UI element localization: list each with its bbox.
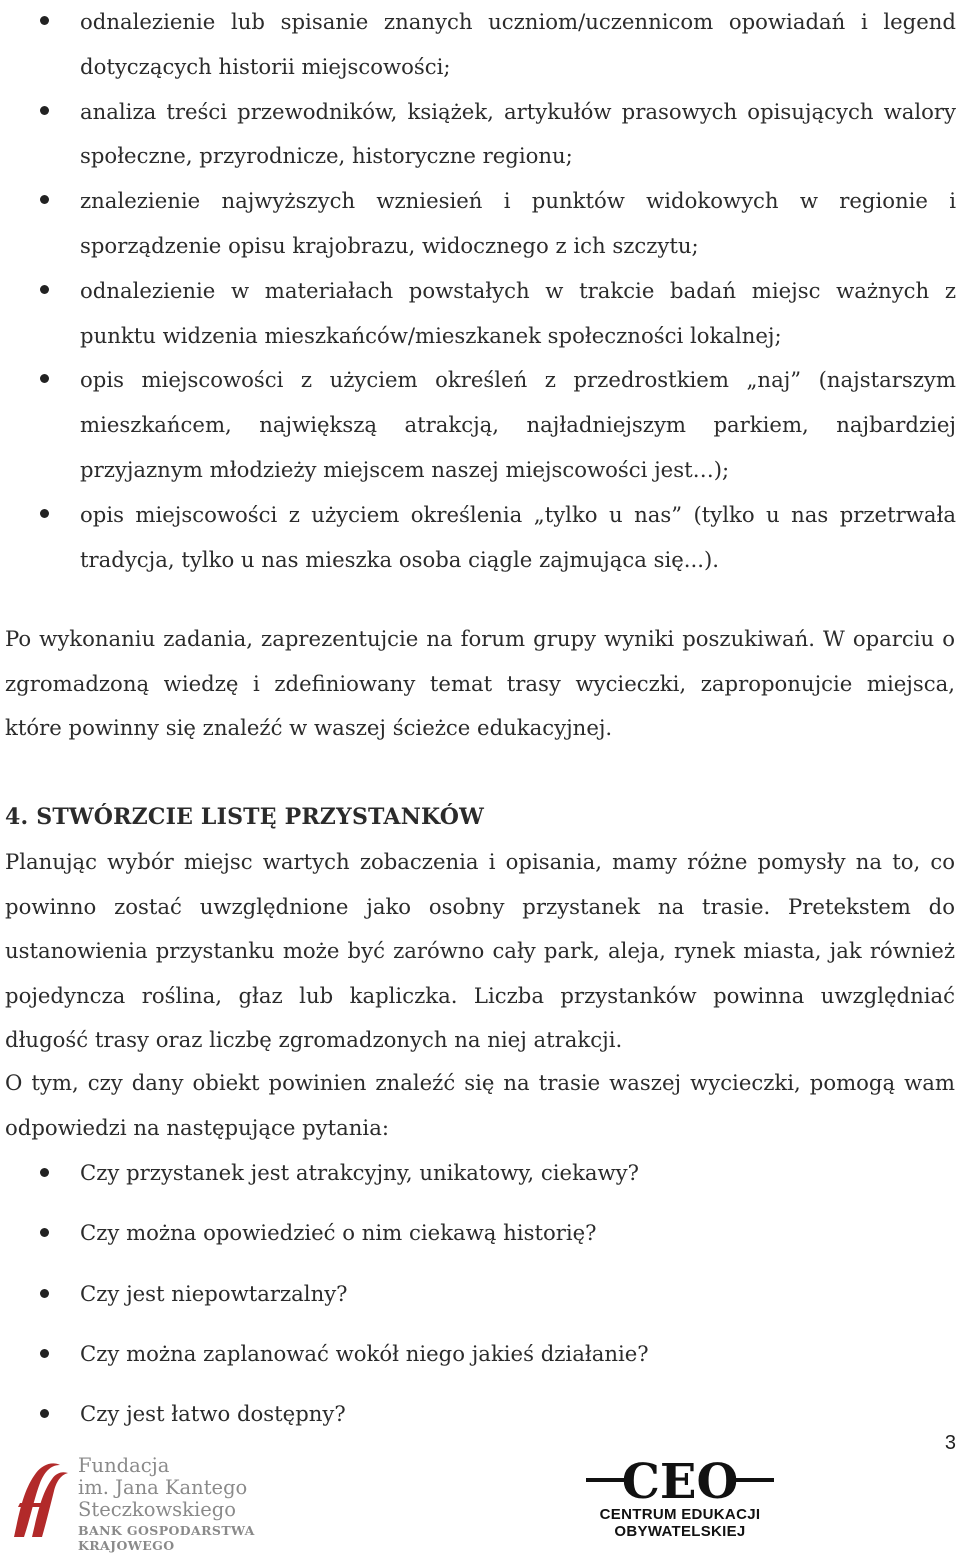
list-item: odnalezienie w materiałach powstałych w trakcie badań miejsc ważnych z punktu widzenia mieszkańców/mieszkanek społeczności lokalnej; <box>0 269 960 359</box>
ceo-logo <box>580 1454 780 1542</box>
page-number: 3 <box>944 1432 956 1454</box>
planning-paragraph: Planując wybór miejsc wartych zobaczenia i opisania, mamy różne pomysły na to, co powinno zostać uwzględnione jako osobny przystanek na trasie. Pretekstem do ustanowienia przystanku może być zarówno cały park, aleja, rynek miasta, jak również pojedyncza roślina, głaz lub kapliczka. Liczba przystanków powinna uwzględniać długość trasy oraz liczbę zgromadzonych na niej atrakcji. <box>5 849 955 1053</box>
list-item: Czy jest łatwo dostępny? <box>0 1392 960 1452</box>
list-item: Czy można opowiedzieć o nim ciekawą historię? <box>0 1211 960 1271</box>
foundation-name: Fundacja im. Jana Kantego Steczkowskiego <box>78 1454 248 1521</box>
list-item: Czy jest niepowtarzalny? <box>0 1272 960 1332</box>
list-item: odnalezienie lub spisanie znanych uczniom/uczennicom opowiadań i legend dotyczących historii miejscowości; <box>0 0 960 90</box>
research-tasks-list <box>0 0 960 582</box>
section-heading: 4. STWÓRZCIE LISTĘ PRZYSTANKÓW <box>5 804 484 830</box>
list-item: Czy przystanek jest atrakcyjny, unikatowy, ciekawy? <box>0 1151 960 1211</box>
bullet-icon <box>40 16 49 25</box>
bullet-icon <box>40 509 49 518</box>
questions-list <box>0 1151 960 1452</box>
list-item: opis miejscowości z użyciem określenia „tylko u nas” (tylko u nas przetrwała tradycja, tylko u nas mieszka osoba ciągle zajmująca się...). <box>0 493 960 583</box>
foundation-emblem-icon <box>6 1459 70 1539</box>
ceo-name: CENTRUM EDUKACJI OBYWATELSKIEJ <box>599 1506 761 1540</box>
bullet-icon <box>40 106 49 115</box>
bullet-icon <box>40 1289 49 1298</box>
bullet-icon <box>40 374 49 383</box>
list-item: analiza treści przewodników, książek, artykułów prasowych opisujących walory społeczne, przyrodnicze, historyczne regionu; <box>0 90 960 180</box>
ceo-mark-text: CEO <box>621 1454 739 1506</box>
list-item: opis miejscowości z użyciem określeń z przedrostkiem „naj” (najstarszym mieszkańcem, największą atrakcją, najładniejszym parkiem, najbardziej przyjaznym młodzieży miejscem naszej miejscowości jest…); <box>0 358 960 492</box>
forum-paragraph: Po wykonaniu zadania, zaprezentujcie na forum grupy wyniki poszukiwań. W oparciu o zgromadzoną wiedzę i zdefiniowany temat trasy wycieczki, zaproponujcie miejsca, które powinny się znaleźć w waszej ścieżce edukacyjnej. <box>5 626 955 741</box>
bullet-icon <box>40 195 49 204</box>
foundation-logo <box>6 1454 336 1553</box>
questions-intro-paragraph: O tym, czy dany obiekt powinien znaleźć się na trasie waszej wycieczki, pomogą wam odpowiedzi na następujące pytania: <box>5 1070 955 1140</box>
list-item: znalezienie najwyższych wzniesień i punktów widokowych w regionie i sporządzenie opisu krajobrazu, widocznego z ich szczytu; <box>0 179 960 269</box>
foundation-bank-name: BANK GOSPODARSTWA KRAJOWEGO <box>78 1523 255 1553</box>
bullet-icon <box>40 1168 49 1177</box>
ceo-emblem-icon <box>580 1454 780 1506</box>
bullet-icon <box>40 1228 49 1237</box>
bullet-icon <box>40 1409 49 1418</box>
list-item: Czy można zaplanować wokół niego jakieś działanie? <box>0 1332 960 1392</box>
bullet-icon <box>40 1349 49 1358</box>
bullet-icon <box>40 285 49 294</box>
